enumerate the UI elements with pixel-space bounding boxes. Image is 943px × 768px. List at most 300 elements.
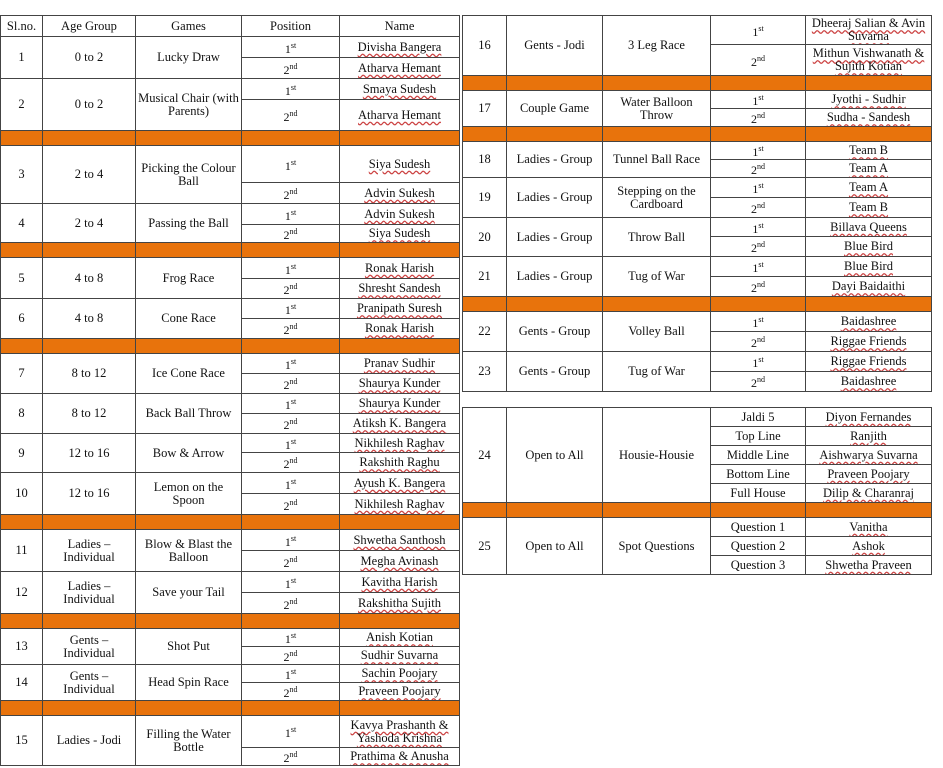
position-suffix: nd	[289, 377, 298, 386]
winner-second: Team A	[806, 160, 932, 178]
divider-cell	[1, 701, 43, 716]
position-suffix: st	[290, 357, 297, 366]
position-suffix: st	[290, 533, 297, 543]
divider-cell	[242, 701, 340, 716]
game-cell: Passing the Ball	[136, 204, 242, 243]
position-suffix: st	[758, 181, 764, 190]
section-divider	[1, 701, 460, 716]
serial-cell: 25	[463, 518, 507, 575]
divider-cell	[507, 76, 603, 91]
divider-cell	[340, 701, 460, 716]
game-cell: Water Balloon Throw	[603, 91, 711, 127]
divider-cell	[242, 131, 340, 146]
age-group-cell: Ladies – Individual	[43, 530, 136, 572]
position-suffix: st	[758, 23, 764, 33]
position-suffix: st	[758, 144, 764, 153]
position-second: 2nd	[711, 160, 806, 178]
section-divider	[1, 131, 460, 146]
position-suffix: nd	[289, 322, 298, 331]
serial-cell: 13	[1, 629, 43, 665]
table-row	[1, 146, 460, 183]
game-cell: Housie-Housie	[603, 408, 711, 503]
position-second: 2nd	[711, 45, 806, 76]
table-row	[1, 572, 460, 593]
section-divider	[1, 339, 460, 354]
position-suffix: st	[290, 476, 297, 486]
divider-cell	[43, 131, 136, 146]
position-suffix: st	[290, 302, 297, 311]
serial-cell: 11	[1, 530, 43, 572]
prize-cell: Bottom Line	[711, 465, 806, 484]
serial-cell: 1	[1, 37, 43, 79]
divider-cell	[136, 614, 242, 629]
position-first: 1st	[242, 473, 340, 494]
divider-cell	[43, 701, 136, 716]
position-second: 2nd	[242, 225, 340, 243]
game-cell: Tunnel Ball Race	[603, 142, 711, 178]
divider-cell	[43, 339, 136, 354]
table-row	[463, 16, 932, 45]
position-second: 2nd	[242, 593, 340, 614]
winner-first: Riggae Friends	[806, 352, 932, 372]
position-suffix: nd	[757, 375, 765, 384]
winner-first: Smaya Sudesh	[340, 79, 460, 100]
position-first: 1st	[242, 530, 340, 551]
winner-second: Shresht Sandesh	[340, 279, 460, 299]
age-group-cell: Ladies - Group	[507, 142, 603, 178]
table-row	[463, 257, 932, 277]
game-cell: Ice Cone Race	[136, 354, 242, 394]
position-second: 2nd	[242, 279, 340, 299]
winner-second: Rakshith Raghu	[340, 453, 460, 473]
age-group-cell: Couple Game	[507, 91, 603, 127]
position-first: 1st	[711, 91, 806, 109]
serial-cell: 20	[463, 218, 507, 257]
serial-cell: 17	[463, 91, 507, 127]
table-row	[1, 434, 460, 453]
serial-cell: 3	[1, 146, 43, 204]
divider-cell	[43, 515, 136, 530]
serial-cell: 14	[1, 665, 43, 701]
serial-cell: 8	[1, 394, 43, 434]
position-first: 1st	[711, 257, 806, 277]
game-cell: Tug of War	[603, 257, 711, 297]
table-row	[1, 665, 460, 683]
game-cell: Blow & Blast the Balloon	[136, 530, 242, 572]
position-second: 2nd	[711, 198, 806, 218]
position-suffix: nd	[757, 201, 765, 210]
position-first: 1st	[711, 142, 806, 160]
winner-second: Praveen Poojary	[340, 683, 460, 701]
position-second: 2nd	[242, 183, 340, 204]
position-first: 1st	[242, 79, 340, 100]
position-first: 1st	[242, 299, 340, 319]
age-group-cell: 12 to 16	[43, 434, 136, 473]
divider-cell	[463, 127, 507, 142]
winner-cell: Ashok	[806, 537, 932, 556]
prize-cell: Middle Line	[711, 446, 806, 465]
position-second: 2nd	[711, 372, 806, 392]
position-second: 2nd	[711, 237, 806, 257]
winner-second: Mithun Vishwanath & Sujith Kotian	[806, 45, 932, 76]
table-row	[1, 394, 460, 414]
winner-second: Advin Sukesh	[340, 183, 460, 204]
header-position: Position	[242, 16, 340, 37]
game-cell: Spot Questions	[603, 518, 711, 575]
position-suffix: nd	[289, 685, 298, 694]
position-suffix: nd	[289, 108, 298, 118]
divider-cell	[463, 297, 507, 312]
divider-cell	[806, 297, 932, 312]
divider-cell	[340, 339, 460, 354]
game-cell: Bow & Arrow	[136, 434, 242, 473]
position-suffix: st	[290, 575, 297, 585]
serial-cell: 6	[1, 299, 43, 339]
winner-second: Rakshitha Sujith	[340, 593, 460, 614]
age-group-cell: Gents - Group	[507, 352, 603, 392]
winner-first: Nikhilesh Raghav	[340, 434, 460, 453]
serial-cell: 12	[1, 572, 43, 614]
winner-first: Jyothi - Sudhir	[806, 91, 932, 109]
winner-cell: Aishwarya Suvarna	[806, 446, 932, 465]
divider-cell	[603, 127, 711, 142]
winner-first: Anish Kotian	[340, 629, 460, 647]
table-row	[1, 79, 460, 100]
position-first: 1st	[242, 665, 340, 683]
age-group-cell: Gents - Group	[507, 312, 603, 352]
winner-cell: Ranjith	[806, 427, 932, 446]
position-first: 1st	[242, 37, 340, 58]
winner-cell: Shwetha Praveen	[806, 556, 932, 575]
winner-second: Atharva Hemant	[340, 58, 460, 79]
position-suffix: st	[758, 315, 764, 324]
serial-cell: 5	[1, 258, 43, 299]
serial-cell: 16	[463, 16, 507, 76]
divider-cell	[340, 243, 460, 258]
serial-cell: 15	[1, 716, 43, 766]
position-second: 2nd	[242, 100, 340, 131]
winner-second: Atiksh K. Bangera	[340, 414, 460, 434]
table-row	[1, 629, 460, 647]
divider-cell	[136, 515, 242, 530]
winner-first: Pranipath Suresh	[340, 299, 460, 319]
winner-first: Shwetha Santhosh	[340, 530, 460, 551]
game-cell: Save your Tail	[136, 572, 242, 614]
position-second: 2nd	[242, 58, 340, 79]
age-group-cell: 2 to 4	[43, 146, 136, 204]
divider-cell	[43, 243, 136, 258]
table-row	[463, 142, 932, 160]
position-suffix: st	[290, 261, 297, 271]
table-row	[1, 204, 460, 225]
winner-first: Divisha Bangera	[340, 37, 460, 58]
position-second: 2nd	[242, 683, 340, 701]
divider-cell	[603, 76, 711, 91]
age-group-cell: Ladies - Group	[507, 178, 603, 218]
table-row	[463, 218, 932, 237]
age-group-cell: 2 to 4	[43, 204, 136, 243]
winner-second: Shaurya Kunder	[340, 374, 460, 394]
divider-cell	[463, 503, 507, 518]
table-row	[1, 716, 460, 748]
divider-cell	[806, 127, 932, 142]
position-suffix: nd	[757, 162, 765, 171]
age-group-cell: Ladies - Group	[507, 257, 603, 297]
winner-second: Nikhilesh Raghav	[340, 494, 460, 515]
position-suffix: nd	[289, 596, 298, 606]
divider-cell	[43, 614, 136, 629]
age-group-cell: 12 to 16	[43, 473, 136, 515]
age-group-cell: Ladies - Group	[507, 218, 603, 257]
position-first: 1st	[711, 178, 806, 198]
position-second: 2nd	[242, 453, 340, 473]
game-cell: Volley Ball	[603, 312, 711, 352]
age-group-cell: 8 to 12	[43, 354, 136, 394]
winner-cell: Praveen Poojary	[806, 465, 932, 484]
serial-cell: 24	[463, 408, 507, 503]
divider-cell	[1, 515, 43, 530]
serial-cell: 22	[463, 312, 507, 352]
serial-cell: 9	[1, 434, 43, 473]
section-divider	[1, 515, 460, 530]
divider-cell	[136, 243, 242, 258]
position-suffix: nd	[757, 111, 765, 120]
game-cell: Lemon on the Spoon	[136, 473, 242, 515]
position-first: 1st	[242, 629, 340, 647]
position-suffix: st	[290, 667, 297, 676]
age-group-cell: Gents – Individual	[43, 629, 136, 665]
position-first: 1st	[711, 352, 806, 372]
table-row	[463, 91, 932, 109]
position-suffix: nd	[289, 61, 298, 71]
divider-cell	[136, 131, 242, 146]
section-divider	[463, 76, 932, 91]
position-suffix: nd	[757, 240, 765, 249]
position-suffix: st	[290, 631, 297, 640]
prize-cell: Question 2	[711, 537, 806, 556]
game-cell: Tug of War	[603, 352, 711, 392]
table-row	[1, 258, 460, 279]
position-first: 1st	[242, 434, 340, 453]
divider-cell	[1, 614, 43, 629]
divider-cell	[711, 503, 806, 518]
table-row	[463, 312, 932, 332]
position-first: 1st	[711, 16, 806, 45]
divider-cell	[242, 339, 340, 354]
winner-first: Sachin Poojary	[340, 665, 460, 683]
game-cell: Frog Race	[136, 258, 242, 299]
game-cell: Cone Race	[136, 299, 242, 339]
position-suffix: st	[290, 397, 297, 406]
position-second: 2nd	[242, 647, 340, 665]
winner-first: Billava Queens	[806, 218, 932, 237]
winner-second: Ronak Harish	[340, 319, 460, 339]
position-suffix: st	[758, 93, 764, 102]
divider-cell	[340, 131, 460, 146]
section-divider	[463, 127, 932, 142]
game-cell: Throw Ball	[603, 218, 711, 257]
position-suffix: nd	[289, 227, 298, 236]
divider-cell	[507, 127, 603, 142]
header-age: Age Group	[43, 16, 136, 37]
results-table-open	[462, 407, 932, 575]
age-group-cell: Open to All	[507, 408, 603, 503]
winner-second: Team B	[806, 198, 932, 218]
table-row	[463, 178, 932, 198]
age-group-cell: 4 to 8	[43, 258, 136, 299]
game-cell: Filling the Water Bottle	[136, 716, 242, 766]
table-row	[463, 518, 932, 537]
prize-cell: Question 3	[711, 556, 806, 575]
position-suffix: nd	[289, 417, 298, 426]
age-group-cell: 8 to 12	[43, 394, 136, 434]
serial-cell: 2	[1, 79, 43, 131]
position-second: 2nd	[711, 332, 806, 352]
divider-cell	[1, 243, 43, 258]
position-suffix: st	[290, 40, 297, 50]
divider-cell	[242, 515, 340, 530]
winner-cell: Diyon Fernandes	[806, 408, 932, 427]
winner-second: Riggae Friends	[806, 332, 932, 352]
winner-first: Kavitha Harish	[340, 572, 460, 593]
divider-cell	[806, 503, 932, 518]
winner-first: Pranav Sudhir	[340, 354, 460, 374]
divider-cell	[463, 76, 507, 91]
game-cell: 3 Leg Race	[603, 16, 711, 76]
table-row	[1, 299, 460, 319]
header-games: Games	[136, 16, 242, 37]
game-cell: Head Spin Race	[136, 665, 242, 701]
divider-cell	[1, 339, 43, 354]
winner-first: Dheeraj Salian & Avin Suvarna	[806, 16, 932, 45]
divider-cell	[603, 297, 711, 312]
position-suffix: nd	[757, 335, 765, 344]
position-suffix: nd	[757, 280, 765, 289]
divider-cell	[242, 614, 340, 629]
game-cell: Stepping on the Cardboard	[603, 178, 711, 218]
position-suffix: nd	[289, 497, 298, 507]
game-cell: Back Ball Throw	[136, 394, 242, 434]
prize-cell: Question 1	[711, 518, 806, 537]
winner-second: Dayi Baidaithi	[806, 277, 932, 297]
winner-first: Team A	[806, 178, 932, 198]
position-first: 1st	[242, 354, 340, 374]
serial-cell: 4	[1, 204, 43, 243]
position-suffix: nd	[289, 456, 298, 465]
position-suffix: nd	[289, 649, 298, 658]
prize-cell: Full House	[711, 484, 806, 503]
position-first: 1st	[242, 572, 340, 593]
age-group-cell: Gents - Jodi	[507, 16, 603, 76]
divider-cell	[136, 339, 242, 354]
position-first: 1st	[711, 218, 806, 237]
divider-cell	[1, 131, 43, 146]
results-table-left	[0, 15, 460, 766]
position-first: 1st	[242, 258, 340, 279]
serial-cell: 7	[1, 354, 43, 394]
position-suffix: nd	[289, 282, 298, 291]
divider-cell	[711, 76, 806, 91]
divider-cell	[136, 701, 242, 716]
position-second: 2nd	[242, 319, 340, 339]
position-suffix: st	[290, 725, 297, 734]
divider-cell	[711, 127, 806, 142]
table-row	[463, 352, 932, 372]
winner-second: Sudhir Suvarna	[340, 647, 460, 665]
winner-second: Blue Bird	[806, 237, 932, 257]
winner-first: Team B	[806, 142, 932, 160]
prize-cell: Top Line	[711, 427, 806, 446]
age-group-cell: 4 to 8	[43, 299, 136, 339]
age-group-cell: Ladies - Jodi	[43, 716, 136, 766]
divider-cell	[507, 297, 603, 312]
age-group-cell: Gents – Individual	[43, 665, 136, 701]
winner-first: Ronak Harish	[340, 258, 460, 279]
section-divider	[463, 297, 932, 312]
position-suffix: nd	[289, 554, 298, 564]
header-row	[1, 16, 460, 37]
divider-cell	[603, 503, 711, 518]
table-row	[1, 37, 460, 58]
table-row	[1, 530, 460, 551]
winner-second: Sudha - Sandesh	[806, 109, 932, 127]
winner-first: Siya Sudesh	[340, 146, 460, 183]
position-suffix: st	[758, 220, 764, 230]
winner-second: Megha Avinash	[340, 551, 460, 572]
game-cell: Shot Put	[136, 629, 242, 665]
age-group-cell: Open to All	[507, 518, 603, 575]
position-suffix: nd	[289, 750, 298, 759]
position-suffix: st	[290, 436, 297, 446]
winner-first: Blue Bird	[806, 257, 932, 277]
results-table-right	[462, 15, 932, 392]
serial-cell: 18	[463, 142, 507, 178]
table-row	[1, 354, 460, 374]
divider-cell	[507, 503, 603, 518]
position-first: 1st	[242, 204, 340, 225]
game-cell: Lucky Draw	[136, 37, 242, 79]
winner-second: Atharva Hemant	[340, 100, 460, 131]
section-divider	[1, 614, 460, 629]
position-first: 1st	[242, 716, 340, 748]
position-second: 2nd	[242, 414, 340, 434]
serial-cell: 21	[463, 257, 507, 297]
winner-first: Advin Sukesh	[340, 204, 460, 225]
divider-cell	[806, 76, 932, 91]
game-cell: Picking the Colour Ball	[136, 146, 242, 204]
position-second: 2nd	[711, 277, 806, 297]
section-divider	[1, 243, 460, 258]
position-first: 1st	[242, 146, 340, 183]
section-divider	[463, 503, 932, 518]
winner-cell: Vanitha	[806, 518, 932, 537]
game-cell: Musical Chair (with Parents)	[136, 79, 242, 131]
table-row	[463, 408, 932, 427]
serial-cell: 10	[1, 473, 43, 515]
position-suffix: st	[290, 157, 297, 167]
header-name: Name	[340, 16, 460, 37]
position-suffix: nd	[289, 186, 298, 196]
position-second: 2nd	[242, 494, 340, 515]
serial-cell: 23	[463, 352, 507, 392]
winner-first: Ayush K. Bangera	[340, 473, 460, 494]
winner-first: Baidashree	[806, 312, 932, 332]
position-second: 2nd	[242, 374, 340, 394]
age-group-cell: 0 to 2	[43, 37, 136, 79]
position-suffix: st	[758, 355, 764, 364]
winner-second: Baidashree	[806, 372, 932, 392]
divider-cell	[711, 297, 806, 312]
